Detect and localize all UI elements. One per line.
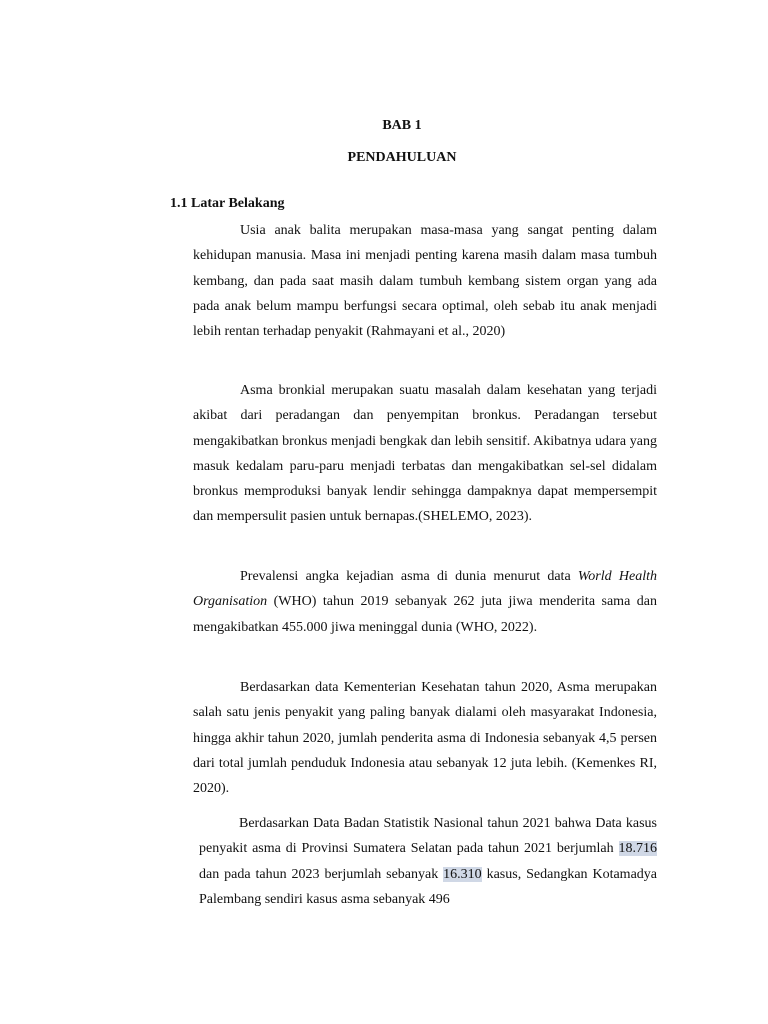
chapter-title: PENDAHULUAN <box>347 150 457 165</box>
paragraph-1: Usia anak balita merupakan masa-masa yang sangat penting dalam kehidupan manusia. Masa ini menjadi penting karena masih dalam masa tumbuh kembang, dan pada saat masih dalam tumbuh kembang sistem organ yang ada pada anak belum mampu berfungsi secara optimal, oleh sebab itu anak menjadi lebih rentan terhadap penyakit (Rahmayani et al., 2020) <box>193 223 657 340</box>
paragraph-3 <box>193 564 657 640</box>
chapter-number: BAB 1 <box>382 118 422 133</box>
highlighted-number-2021: 18.716 <box>618 841 657 857</box>
highlighted-number-2023: 16.310 <box>443 866 482 882</box>
paragraph-5-text-2: dan pada tahun 2023 berjumlah sebanyak <box>199 866 444 882</box>
paragraph-5-text-1: Berdasarkan Data Badan Statistik Nasional tahun 2021 bahwa Data kasus penyakit asma di Provinsi Sumatera Selatan pada tahun 2021 berjumlah <box>199 816 657 857</box>
paragraph-5 <box>199 811 657 912</box>
paragraph-5-text-3: kasus, Sedangkan Kotamadya Palembang sendiri kasus asma sebanyak 496 <box>199 866 657 907</box>
section-heading: 1.1 Latar Belakang <box>170 196 285 211</box>
paragraph-2: Asma bronkial merupakan suatu masalah dalam kesehatan yang terjadi akibat dari peradangan dan penyempitan bronkus. Peradangan tersebut mengakibatkan bronkus menjadi bengkak dan lebih sensitif. Akibatnya udara yang masuk kedalam paru-paru menjadi terbatas dan mengakibatkan sel-sel didalam bronkus memproduksi banyak lendir sehingga dampaknya dapat mempersempit dan mempersulit pasien untuk bernapas.(SHELEMO, 2023). <box>193 383 657 525</box>
paragraph-4: Berdasarkan data Kementerian Kesehatan tahun 2020, Asma merupakan salah satu jenis penyakit yang paling banyak dialami oleh masyarakat Indonesia, hingga akhir tahun 2020, jumlah penderita asma di Indonesia sebanyak 4,5 persen dari total jumlah penduduk Indonesia atau sebanyak 12 juta lebih. (Kemenkes RI, 2020). <box>193 680 657 797</box>
paragraph-3-text-before: Prevalensi angka kejadian asma di dunia menurut data <box>240 569 578 584</box>
paragraph-3-text-after: (WHO) tahun 2019 sebanyak 262 juta jiwa menderita sama dan mengakibatkan 455.000 jiwa meninggal dunia (WHO, 2022). <box>193 594 657 635</box>
paragraph-3-italic-term: World Health Organisation <box>193 569 657 610</box>
